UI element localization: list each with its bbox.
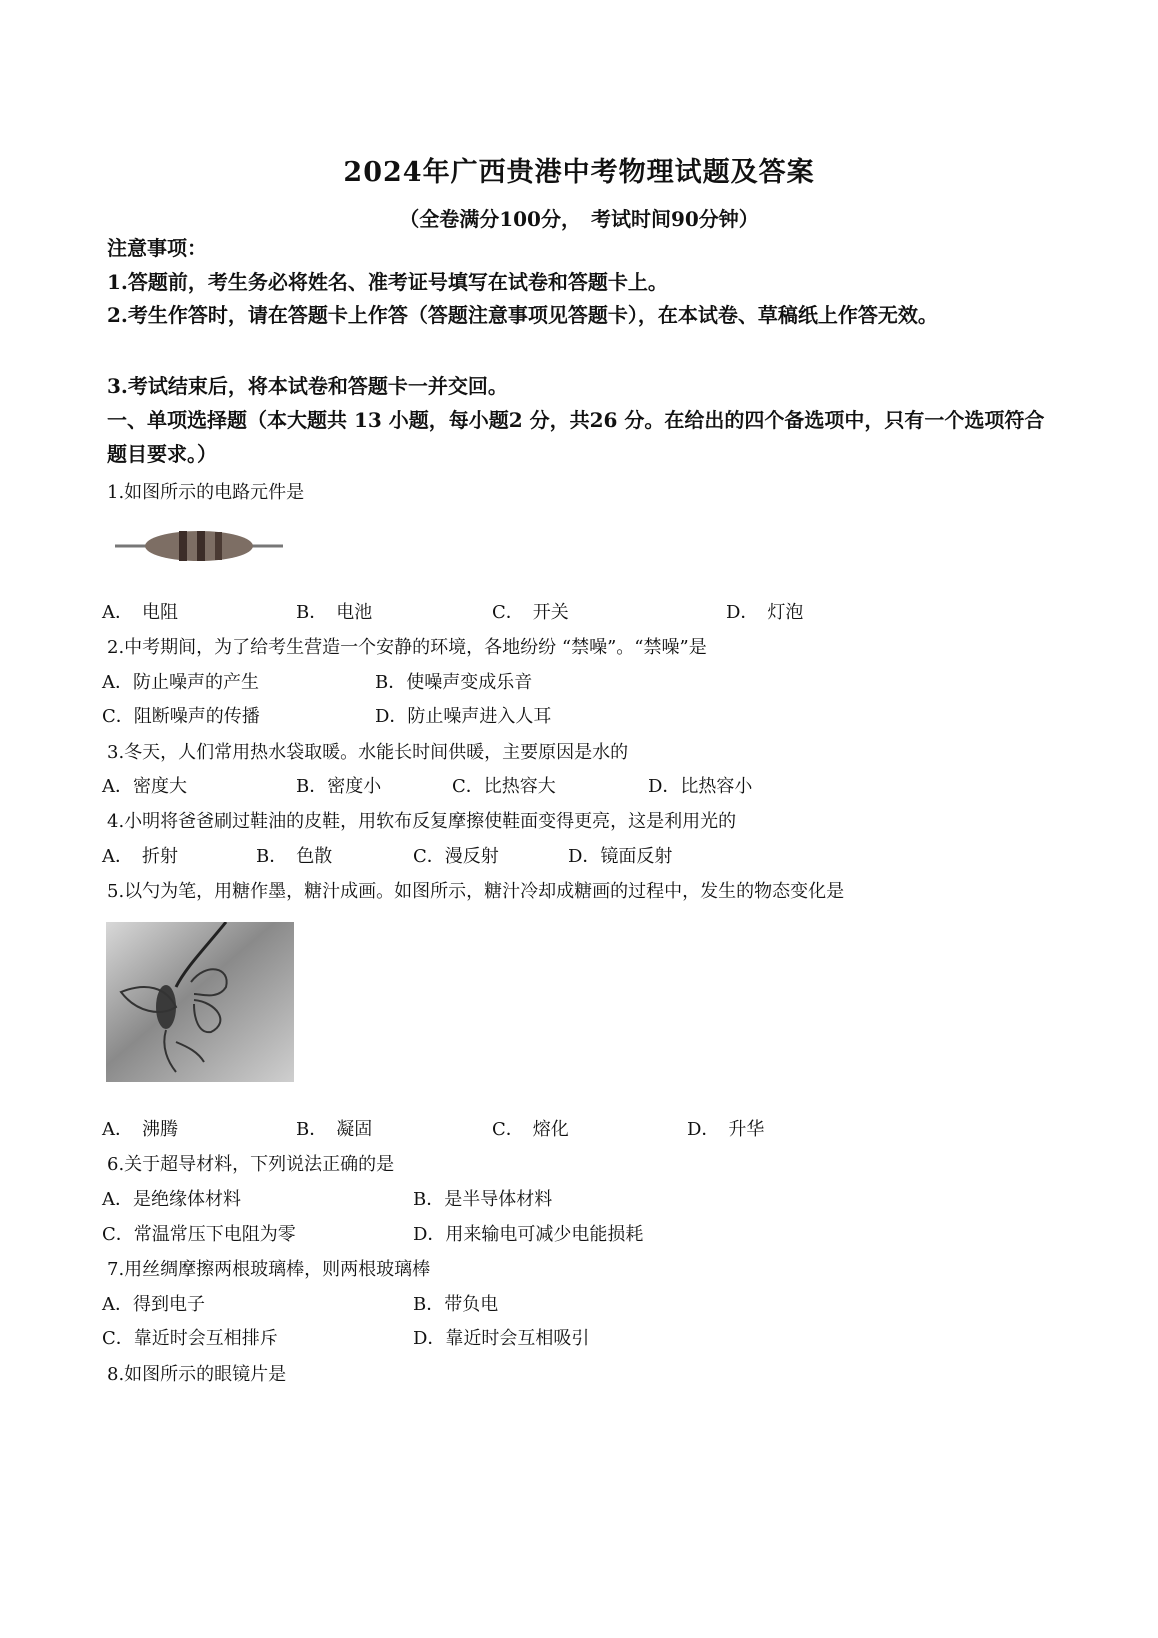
question-5-stem: 5.以勺为笔，用糖作墨，糖汁成画。如图所示，糖汁冷却成糖画的过程中，发生的物态变化是 [107,881,845,902]
notice-item-1: 1.答题前，考生务必将姓名、准考证号填写在试卷和答题卡上。 [107,270,668,294]
question-2-option-d: D．防止噪声进入人耳 [375,706,552,727]
question-3-stem: 3.冬天，人们常用热水袋取暖。水能长时间供暖，主要原因是水的 [107,742,629,763]
question-4-option-c: C．漫反射 [413,846,499,867]
question-4-option-a: A． 折射 [102,846,178,867]
question-7-option-b: B．带负电 [413,1294,499,1315]
notice-heading: 注意事项： [107,236,207,260]
question-3-option-d: D．比热容小 [648,776,753,797]
question-6-option-c: C．常温常压下电阻为零 [102,1224,296,1245]
question-2-option-a: A．防止噪声的产生 [102,672,259,693]
section-heading: 一、单项选择题（本大题共 13 小题，每小题2 分，共26 分。在给出的四个备选项中，只有一个选项符合题目要求。） [107,408,1045,466]
sugar-painting-image [106,922,294,1082]
question-2-stem: 2.中考期间，为了给考生营造一个安静的环境，各地纷纷 “禁噪”。“禁噪”是 [107,637,707,658]
question-6-option-b: B．是半导体材料 [413,1189,553,1210]
question-1-stem: 1.如图所示的电路元件是 [107,482,305,503]
question-5-option-c: C． 熔化 [492,1119,569,1140]
question-1-option-d: D． 灯泡 [726,602,804,623]
question-7-option-c: C．靠近时会互相排斥 [102,1328,278,1349]
page-title: 2024年广西贵港中考物理试题及答案 [343,157,815,188]
question-2-option-b: B．使噪声变成乐音 [375,672,533,693]
question-1-option-b: B． 电池 [296,602,373,623]
question-5-option-b: B． 凝固 [296,1119,373,1140]
question-6-stem: 6.关于超导材料，下列说法正确的是 [107,1154,395,1175]
question-3-option-c: C．比热容大 [452,776,556,797]
question-5-option-d: D． 升华 [687,1119,765,1140]
question-5-option-a: A． 沸腾 [102,1119,178,1140]
question-1-option-a: A． 电阻 [102,602,178,623]
question-7-option-a: A．得到电子 [102,1294,205,1315]
question-3-option-b: B．密度小 [296,776,382,797]
page-subtitle: （全卷满分100分， 考试时间90分钟） [399,207,759,231]
question-3-option-a: A．密度大 [102,776,187,797]
notice-item-3: 3.考试结束后，将本试卷和答题卡一并交回。 [107,374,508,398]
question-1-option-c: C． 开关 [492,602,569,623]
resistor-image [115,525,283,567]
question-6-option-a: A．是绝缘体材料 [102,1189,241,1210]
question-8-stem: 8.如图所示的眼镜片是 [107,1364,287,1385]
question-6-option-d: D．用来输电可减少电能损耗 [413,1224,644,1245]
question-7-option-d: D．靠近时会互相吸引 [413,1328,590,1349]
question-2-option-c: C．阻断噪声的传播 [102,706,260,727]
question-4-option-b: B． 色散 [256,846,333,867]
question-4-stem: 4.小明将爸爸刷过鞋油的皮鞋，用软布反复摩擦使鞋面变得更亮，这是利用光的 [107,811,737,832]
notice-item-2: 2.考生作答时，请在答题卡上作答（答题注意事项见答题卡），在本试卷、草稿纸上作答无效。 [107,303,938,327]
question-7-stem: 7.用丝绸摩擦两根玻璃棒，则两根玻璃棒 [107,1259,431,1280]
question-4-option-d: D．镜面反射 [568,846,673,867]
